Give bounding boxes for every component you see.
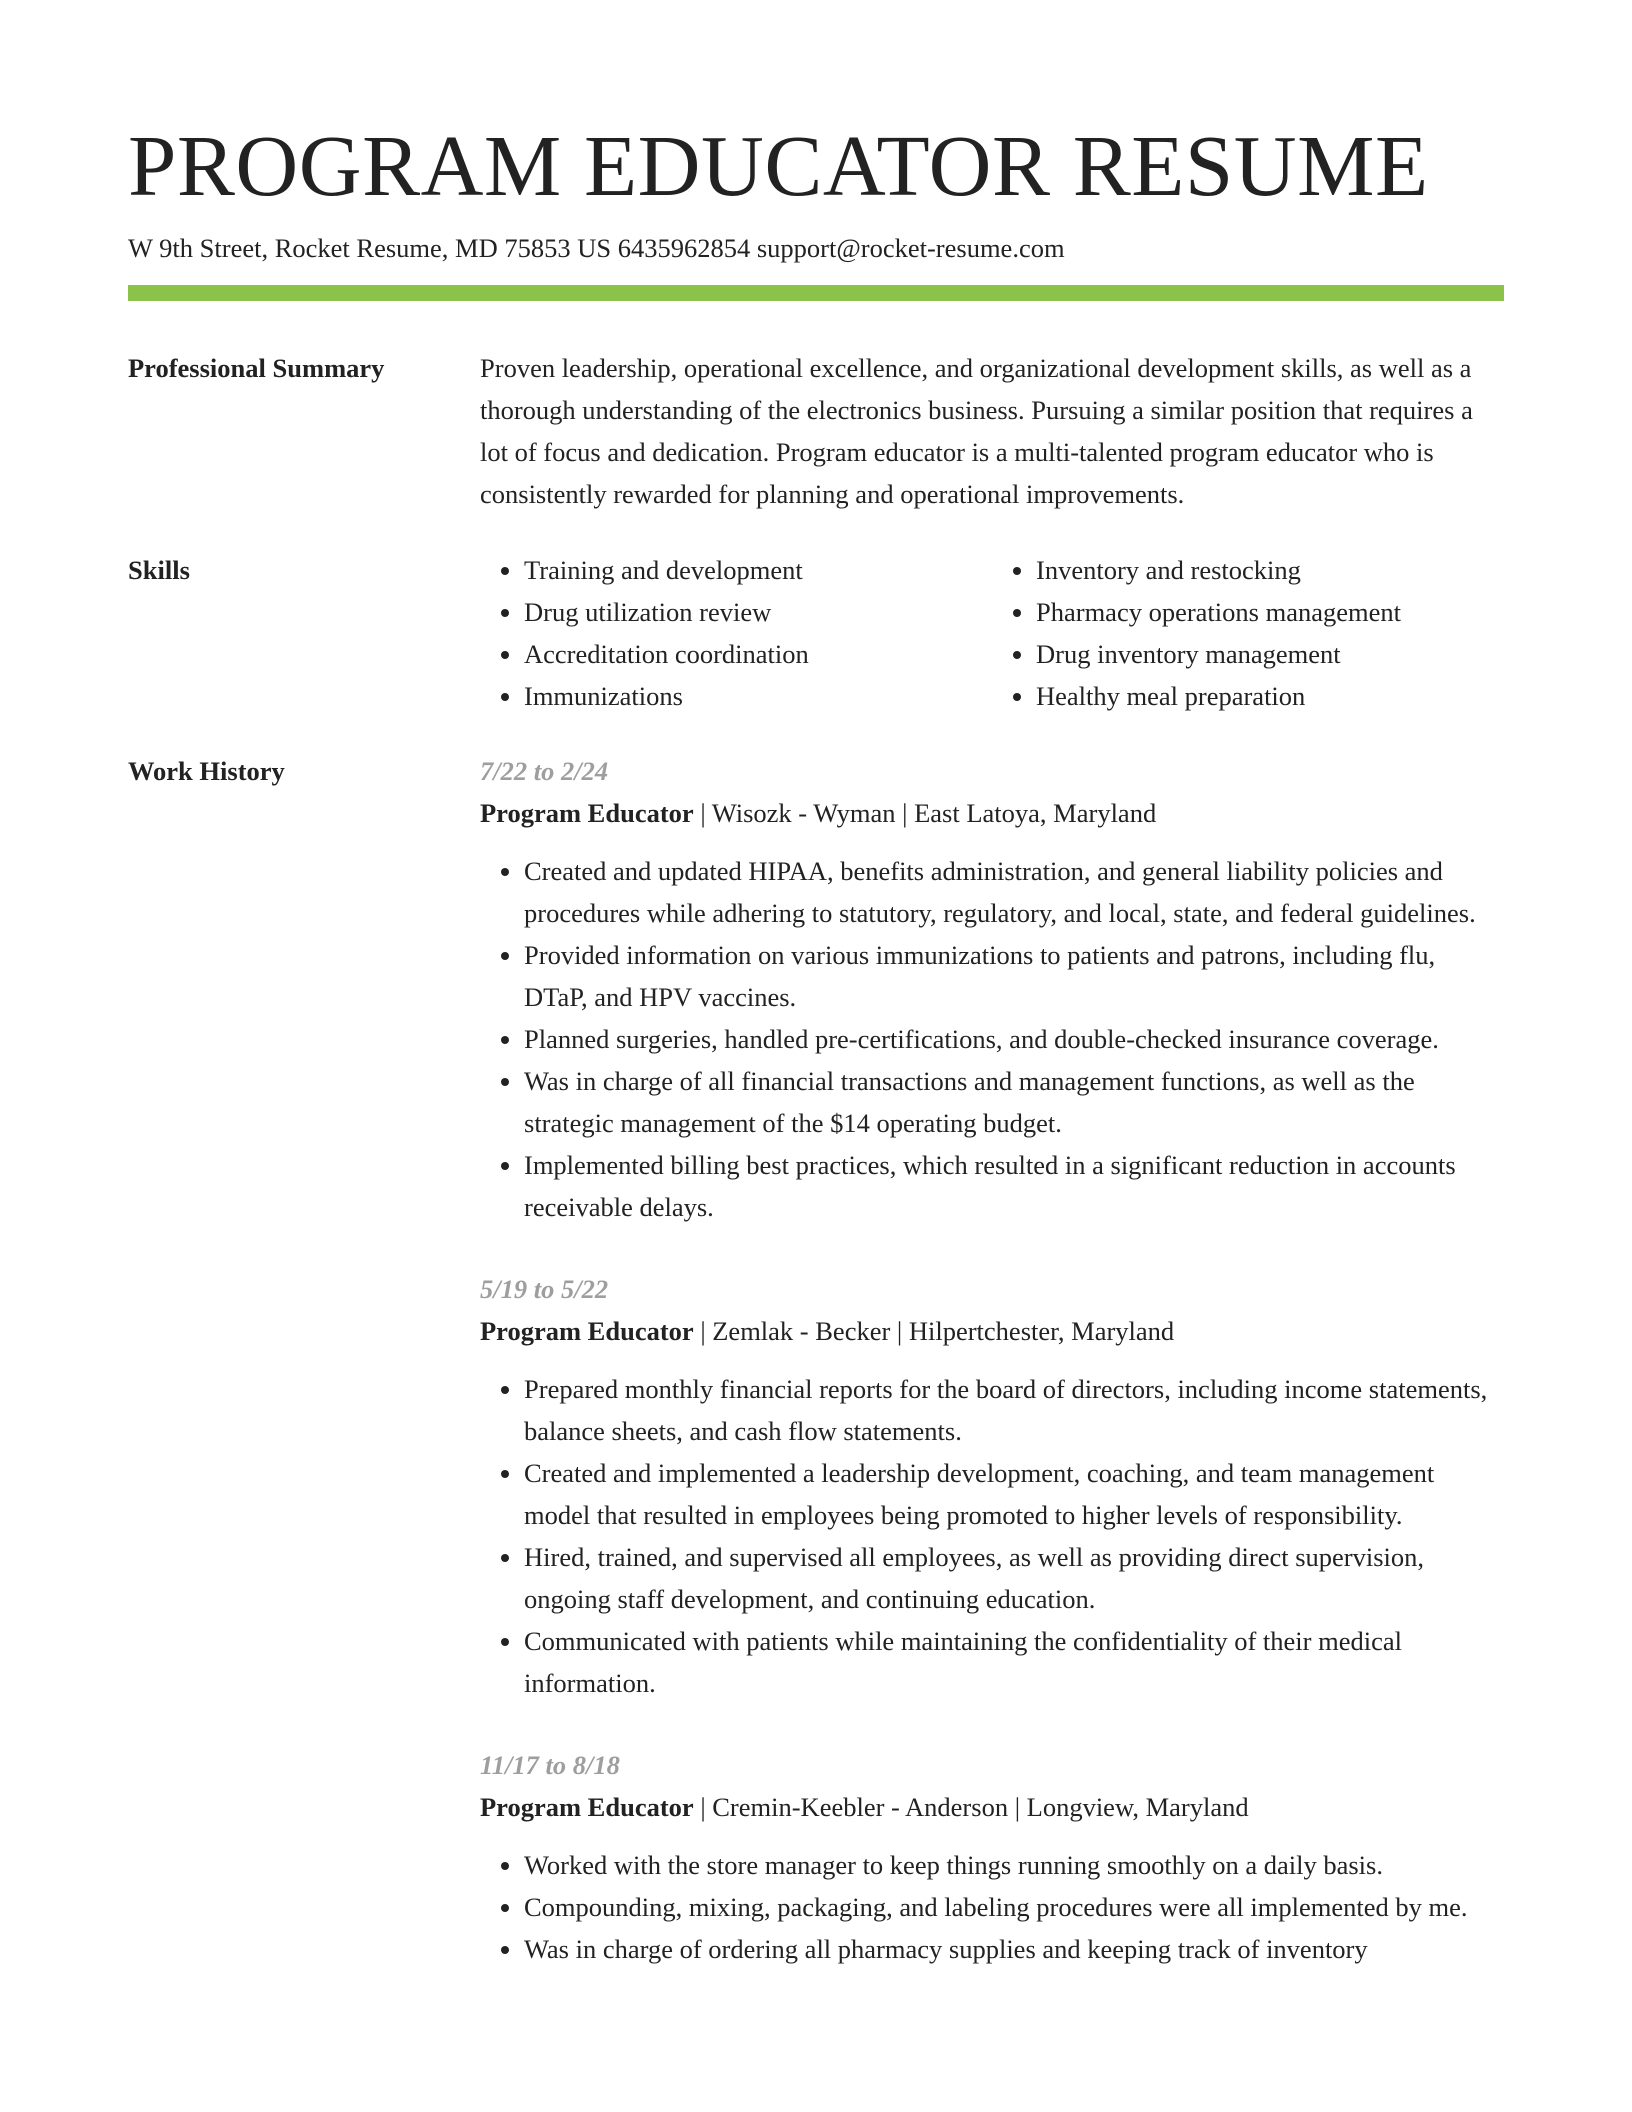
summary-text: Proven leadership, operational excellence, and organizational development skills, as well as a thorough understanding of the electronics business. Pursuing a similar position that requires a lot of focus and dedication. Program educator is a multi-talented program educator who is consistently rewarded for planning and operational improvements. [480,353,1473,509]
job-heading [480,792,1504,834]
job-bullet: • Prepared monthly financial reports for the board of directors, including income statements, balance sheets, and cash flow statements. [524,1368,1504,1452]
skill-item: • Drug inventory management [1036,633,1504,675]
skill-item: • Healthy meal preparation [1036,675,1504,717]
skill-item: • Training and development [524,549,992,591]
section-label-summary: Professional Summary [128,353,385,383]
job-bullet: • Compounding, mixing, packaging, and labeling procedures were all implemented by me. [524,1886,1504,1928]
resume-title: PROGRAM EDUCATOR RESUME [128,117,1429,214]
job-bullet-list [480,1368,1504,1704]
job-bullet: • Created and implemented a leadership development, coaching, and team management model that resulted in employees being promoted to higher levels of responsibility. [524,1452,1504,1536]
job-bullet: • Planned surgeries, handled pre-certifications, and double-checked insurance coverage. [524,1018,1504,1060]
job-bullet: • Implemented billing best practices, which resulted in a significant reduction in accounts receivable delays. [524,1144,1504,1228]
job-title: Program Educator [480,1316,694,1346]
job-location: | Hilpertchester, Maryland [890,1316,1175,1346]
job-bullet: • Was in charge of ordering all pharmacy supplies and keeping track of inventory [524,1928,1504,1970]
contact-phone: 6435962854 [617,233,751,263]
skill-item: • Inventory and restocking [1036,549,1504,591]
job-bullet: • Worked with the store manager to keep things running smoothly on a daily basis. [524,1844,1504,1886]
job-dates: 5/19 to 5/22 [480,1274,609,1304]
job-bullet-list [480,850,1504,1228]
contact-address: W 9th Street, Rocket Resume, MD 75853 US [128,233,612,263]
job-entry [480,1744,1504,1970]
section-label-work-history: Work History [128,756,285,786]
skill-item: • Accreditation coordination [524,633,992,675]
job-bullet: • Hired, trained, and supervised all employees, as well as providing direct supervision, ongoing staff development, and continuing education. [524,1536,1504,1620]
skills-list-left [480,549,992,717]
contact-line [128,230,1065,267]
job-entry [480,1268,1504,1704]
job-company: | Wisozk - Wyman [693,798,896,828]
job-bullet-list [480,1844,1504,1970]
job-entry [480,750,1504,1228]
job-bullet: • Provided information on various immunizations to patients and patrons, including flu, DTaP, and HPV vaccines. [524,934,1504,1018]
skills-list-right [992,549,1504,717]
job-location: | Longview, Maryland [1008,1792,1249,1822]
job-bullet: • Was in charge of all financial transactions and management functions, as well as the strategic management of the $14 operating budget. [524,1060,1504,1144]
skill-item: • Drug utilization review [524,591,992,633]
job-title: Program Educator [480,798,694,828]
skills-grid [480,549,1504,717]
job-dates: 11/17 to 8/18 [480,1750,620,1780]
summary-section [480,347,1504,515]
skill-item: • Immunizations [524,675,992,717]
job-dates: 7/22 to 2/24 [480,756,609,786]
job-bullet: • Created and updated HIPAA, benefits administration, and general liability policies and procedures while adhering to statutory, regulatory, and local, state, and federal guidelines. [524,850,1504,934]
work-history-section [480,750,1504,2010]
skill-item: • Pharmacy operations management [1036,591,1504,633]
job-bullet: • Communicated with patients while maintaining the confidentiality of their medical information. [524,1620,1504,1704]
contact-email: support@rocket-resume.com [756,233,1065,263]
job-title: Program Educator [480,1792,694,1822]
section-label-skills: Skills [128,555,190,585]
job-heading [480,1786,1504,1828]
job-company: | Zemlak - Becker [693,1316,891,1346]
header-divider [128,285,1504,301]
job-location: | East Latoya, Maryland [895,798,1157,828]
skills-section [480,549,1504,717]
job-heading [480,1310,1504,1352]
job-company: | Cremin-Keebler - Anderson [693,1792,1009,1822]
